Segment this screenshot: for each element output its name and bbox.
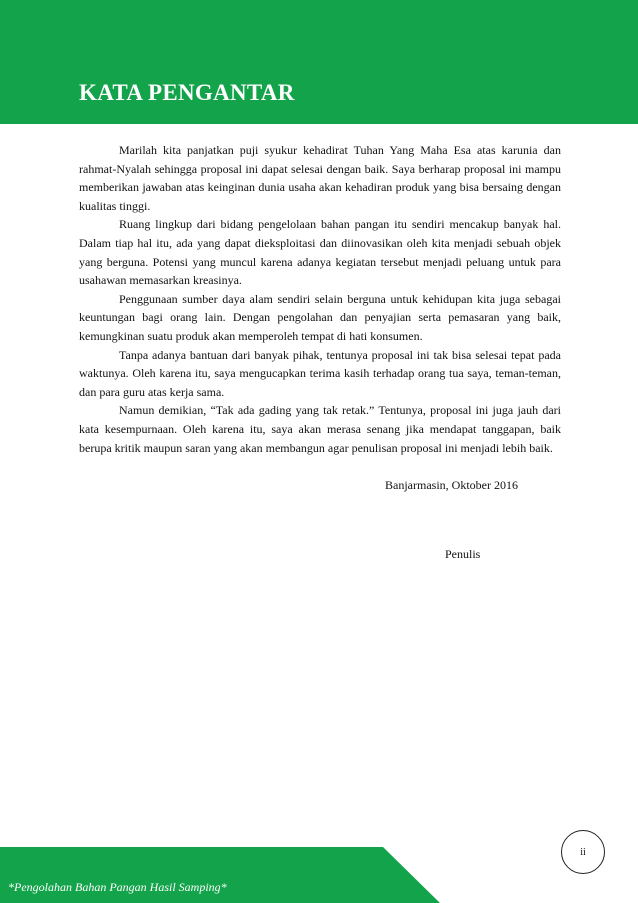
body-text [79, 141, 561, 457]
page-number-label: ii [580, 846, 586, 858]
page-title: KATA PENGANTAR [79, 80, 295, 105]
signature: Penulis [445, 547, 481, 561]
paragraph-5: Namun demikian, “Tak ada gading yang tak retak.” Tentunya, proposal ini juga jauh dari kata kesempurnaan. Oleh karena itu, saya akan merasa senang jika mendapat tanggapan, baik berupa kritik maupun saran yang akan membangun agar penulisan proposal ini menjadi lebih baik. [79, 403, 561, 455]
place-date: Banjarmasin, Oktober 2016 [385, 478, 518, 492]
footer-text: *Pengolahan Bahan Pangan Hasil Samping* [8, 880, 227, 894]
paragraph-4: Tanpa adanya bantuan dari banyak pihak, tentunya proposal ini tak bisa selesai tepat pada waktunya. Oleh karena itu, saya mengucapkan terima kasih terhadap orang tua saya, teman-teman, dan para guru atas kerja sama. [79, 347, 561, 399]
paragraph-3: Penggunaan sumber daya alam sendiri selain berguna untuk kehidupan kita juga sebagai keuntungan bagi orang lain. Dengan pengolahan dan penyajian serta pemasaran yang baik, kemungkinan suatu produk akan memperoleh tempat di hati konsumen. [79, 291, 561, 343]
page-number [561, 830, 605, 874]
paragraph-2: Ruang lingkup dari bidang pengelolaan bahan pangan itu sendiri mencakup banyak hal. Dalam tiap hal itu, ada yang dapat dieksploitasi dan diinovasikan oleh kita menjadi sebuah objek yang berguna. Potensi yang muncul karena adanya kegiatan tersebut menjadi peluang untuk para usahawan memasarkan kreasinya. [79, 217, 561, 288]
paragraph-1: Marilah kita panjatkan puji syukur kehadirat Tuhan Yang Maha Esa atas karunia dan rahmat-Nyalah sehingga proposal ini dapat selesai dengan baik. Saya berharap proposal ini mampu memberikan jawaban atas keinginan dunia usaha akan kehadiran produk yang bisa bersaing dengan kualitas tinggi. [79, 143, 561, 213]
